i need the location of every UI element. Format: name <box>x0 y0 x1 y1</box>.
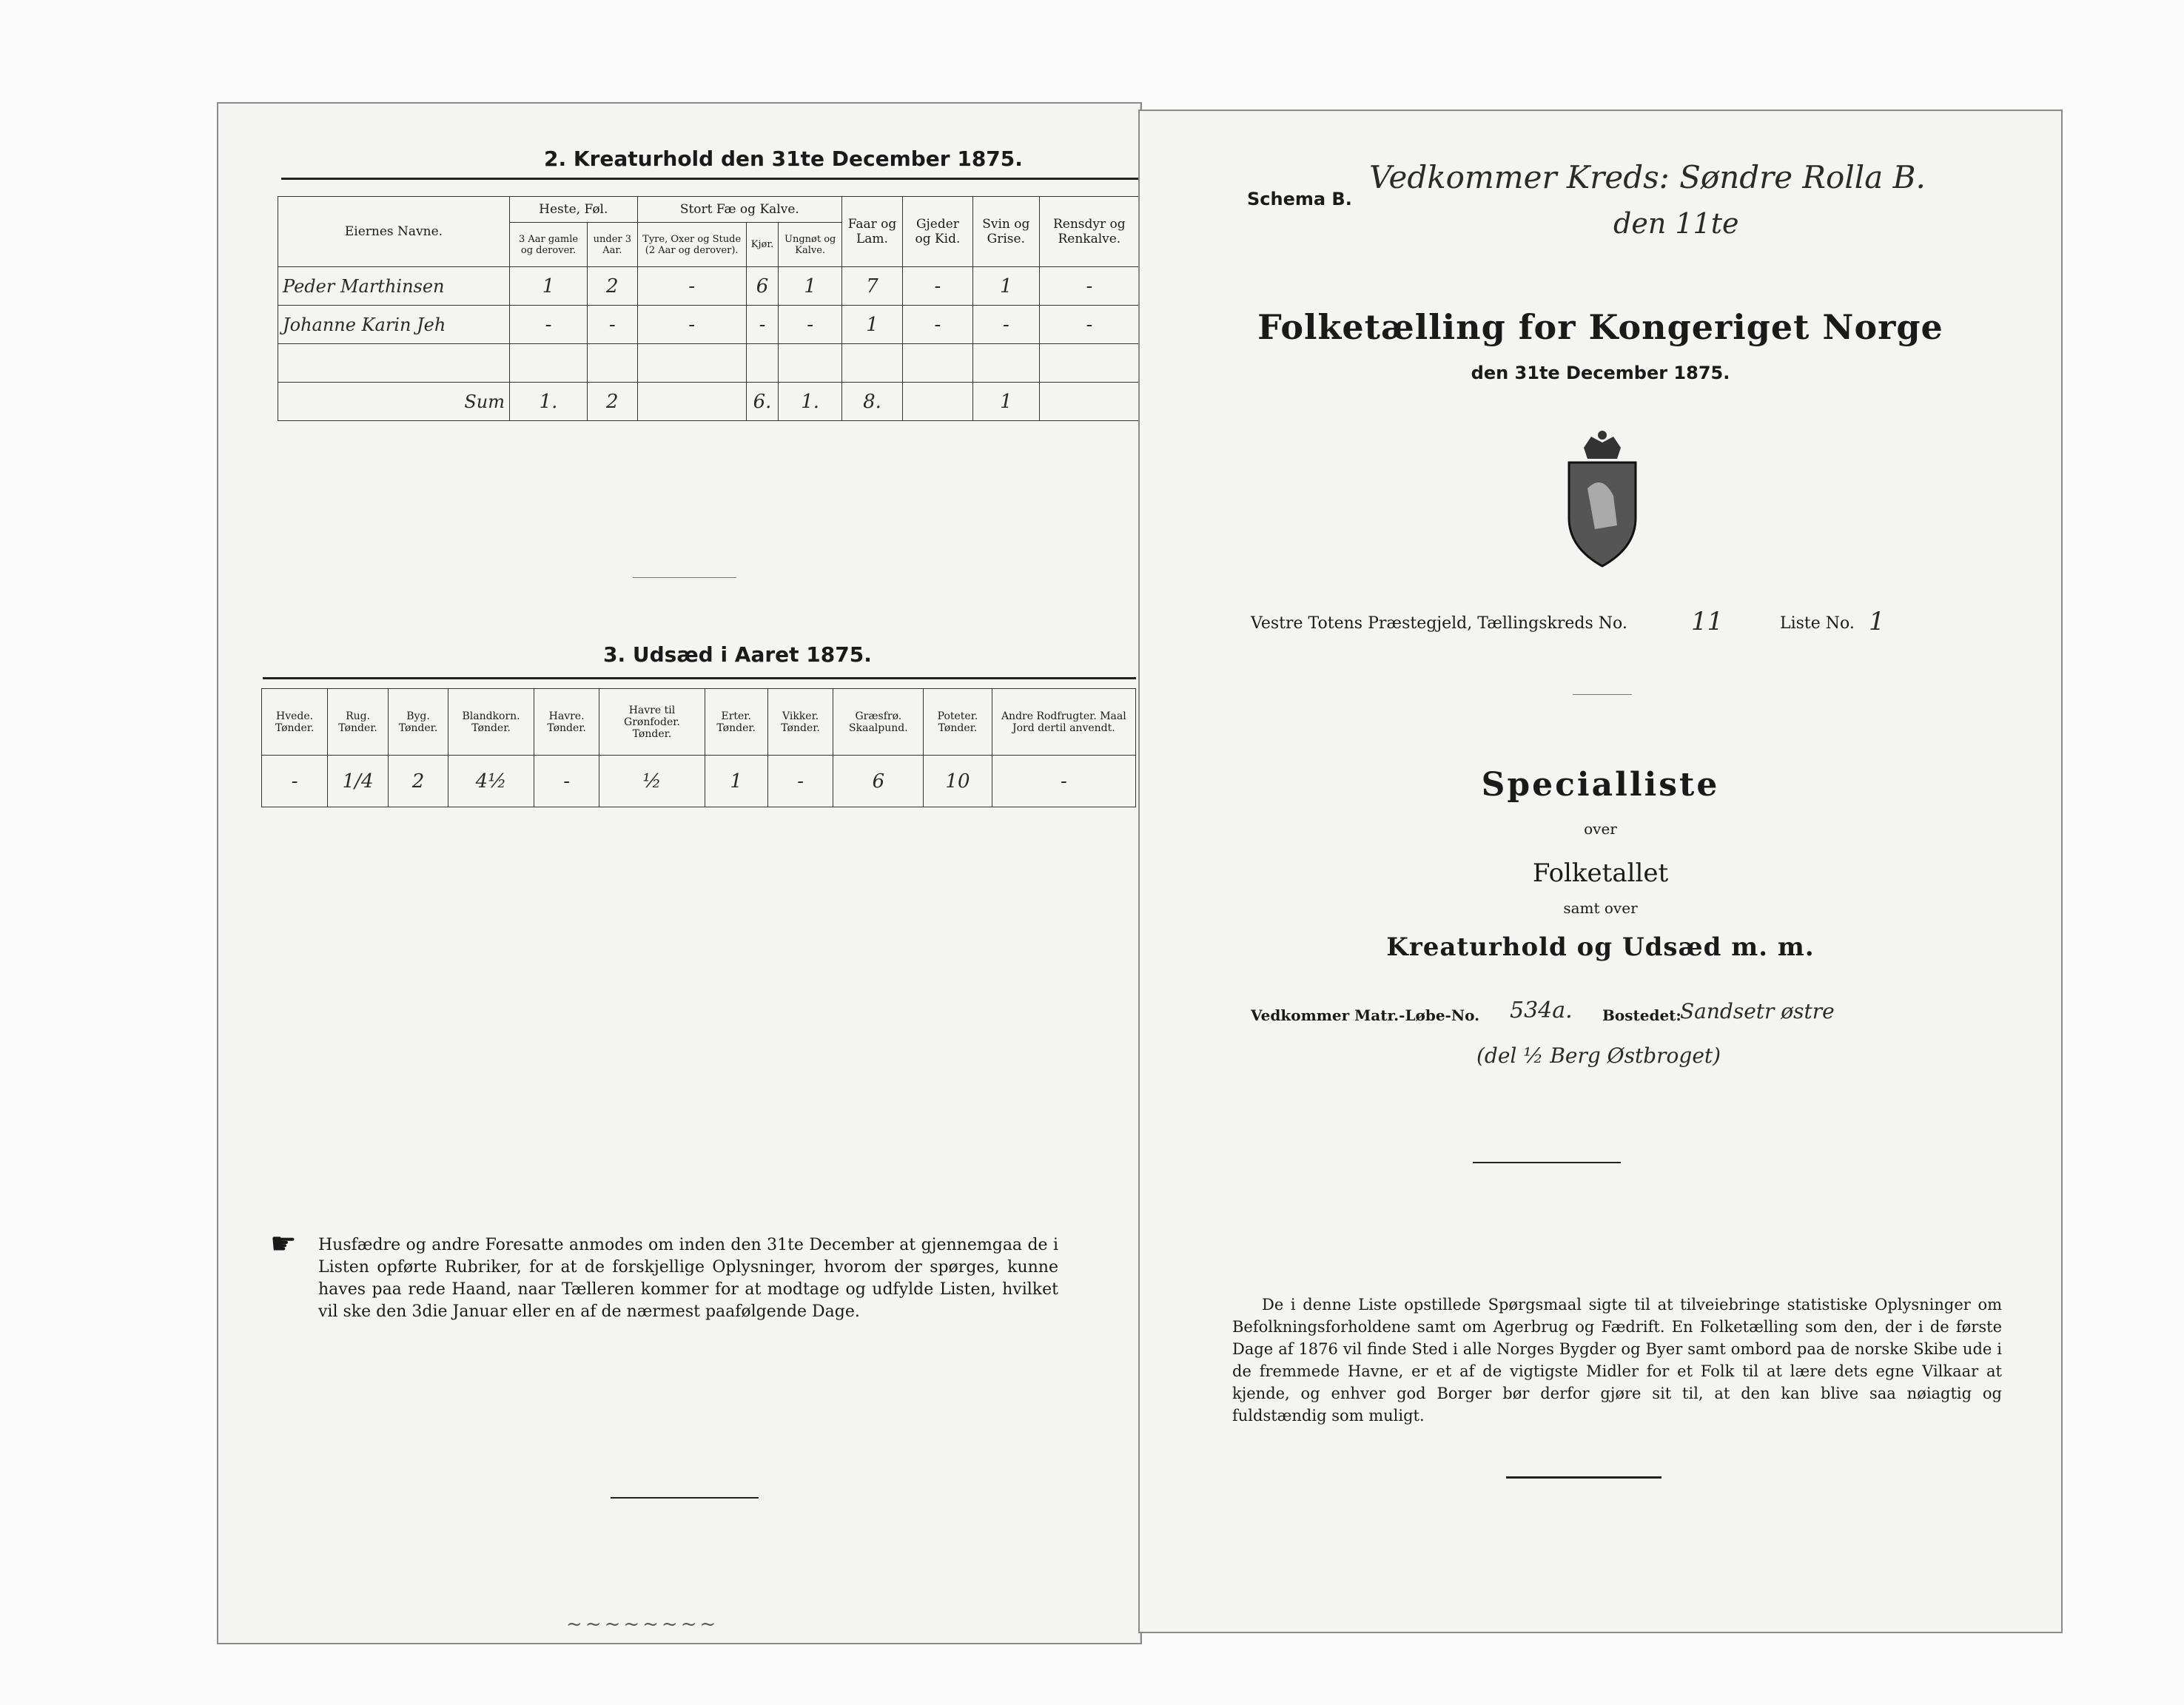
sowing-value-cell: 2 <box>388 756 448 807</box>
mid-rule <box>1473 1162 1621 1163</box>
handwritten-date: den 11te <box>1613 207 1739 240</box>
stort-fae-header: Stort Fæ og Kalve. <box>637 197 842 223</box>
sowing-value-cell: 1/4 <box>328 756 389 807</box>
right-page <box>1140 111 2061 1632</box>
handwritten-kreds: Vedkommer Kreds: Søndre Rolla B. <box>1369 159 1926 195</box>
livestock-cell: - <box>746 306 779 344</box>
livestock-cell <box>842 344 903 383</box>
livestock-cell <box>510 344 588 383</box>
section2-title: 2. Kreaturhold den 31te December 1875. <box>544 147 1023 171</box>
sowing-value-cell: 10 <box>924 756 992 807</box>
small-divider <box>1573 694 1632 695</box>
owner-name <box>278 344 510 383</box>
livestock-cell: 2 <box>588 267 637 306</box>
livestock-cell: - <box>588 306 637 344</box>
sowing-value-cell: 1 <box>705 756 767 807</box>
date-line: den 31te December 1875. <box>1471 363 1730 383</box>
livestock-cell <box>973 344 1040 383</box>
faar-header: Faar og Lam. <box>842 197 903 267</box>
livestock-cell: 8. <box>842 383 903 421</box>
sowing-header-cell: Græsfrø. Skaalpund. <box>833 689 924 756</box>
liste-label: Liste No. <box>1780 614 1855 633</box>
tyre-header: Tyre, Oxer og Stude (2 Aar og derover). <box>637 223 746 267</box>
over-1: over <box>1584 820 1617 838</box>
livestock-cell: 7 <box>842 267 903 306</box>
heste-3aar-header: 3 Aar gamle og derover. <box>510 223 588 267</box>
intro-text: De i denne Liste opstillede Spørgsmaal sigte til at tilveiebringe statistiske Oplysninger om Befolkningsforholdene samt om Agerbrug og Fædrift. En Folketælling som den, der i de første Dage af 1876 vil finde Sted i alle Norges Bygder og Byer samt ombord paa de norske Skibe ude i de fremmede Havne, er et af de vigtigste Midler for et Folk til at lære dets egne Vilkaar at kjende, og enhver god Borger bør derfor gjøre sit til, at den kan blive saa nøiagtig og fuldstændig som muligt. <box>1232 1296 2002 1425</box>
sowing-header-cell: Blandkorn. Tønder. <box>448 689 534 756</box>
sowing-header-cell: Hvede. Tønder. <box>262 689 328 756</box>
livestock-cell: 1. <box>510 383 588 421</box>
kreatur-title: Kreaturhold og Udsæd m. m. <box>1386 932 1815 962</box>
sowing-header-cell: Andre Rodfrugter. Maal Jord dertil anvendt. <box>992 689 1135 756</box>
table-row <box>278 306 1140 344</box>
livestock-cell <box>902 344 972 383</box>
livestock-cell <box>637 383 746 421</box>
livestock-cell: 1 <box>779 267 842 306</box>
livestock-cell: - <box>973 306 1040 344</box>
sowing-value-cell: - <box>534 756 599 807</box>
gjeder-header: Gjeder og Kid. <box>902 197 972 267</box>
pointing-hand-icon: ☛ <box>270 1227 297 1261</box>
livestock-cell <box>746 344 779 383</box>
livestock-cell <box>588 344 637 383</box>
folketallet: Folketallet <box>1532 858 1669 888</box>
main-title: Folketælling for Kongeriget Norge <box>1257 307 1943 347</box>
livestock-cell: 2 <box>588 383 637 421</box>
livestock-cell: - <box>779 306 842 344</box>
bottom-divider <box>611 1497 759 1499</box>
livestock-cell: - <box>902 267 972 306</box>
notice-text: Husfædre og andre Foresatte anmodes om inden den 31te December at gjennemgaa de i Listen opførte Rubriker, for at de forskjellige Oplysninger, hvorom der spørges, kunne haves paa rede Haand, naar Tælleren kommer for at modtage og udfylde Listen, hvilket vil ske den 3die Januar eller en af de nærmest paafølgende Dage. <box>318 1236 1058 1321</box>
livestock-cell: 1 <box>510 267 588 306</box>
top-rule <box>281 178 1140 180</box>
sowing-value-cell: 4½ <box>448 756 534 807</box>
section3-title: 3. Udsæd i Aaret 1875. <box>603 642 872 667</box>
sowing-value-cell: - <box>992 756 1135 807</box>
owner-name: Peder Marthinsen <box>278 267 510 306</box>
heste-under3-header: under 3 Aar. <box>588 223 637 267</box>
livestock-cell: 6. <box>746 383 779 421</box>
divider <box>633 577 736 578</box>
sowing-top-rule <box>263 677 1136 679</box>
livestock-cell: 1. <box>779 383 842 421</box>
livestock-cell: - <box>637 267 746 306</box>
matr-no: 534a. <box>1510 998 1573 1023</box>
bosted-label: Bostedet: <box>1602 1006 1681 1024</box>
table-row <box>278 383 1140 421</box>
coat-of-arms-icon <box>1554 429 1650 570</box>
bosted-note: (del ½ Berg Østbroget) <box>1476 1043 1721 1068</box>
left-page <box>218 104 1140 1643</box>
sowing-value-cell: 6 <box>833 756 924 807</box>
livestock-cell <box>902 383 972 421</box>
table-row <box>278 267 1140 306</box>
end-rule <box>1506 1476 1661 1479</box>
special-title: Specialliste <box>1481 766 1720 804</box>
footer-squiggle: ~~~~~~~~ <box>566 1613 719 1635</box>
livestock-cell: 1 <box>842 306 903 344</box>
sowing-value-cell: - <box>767 756 833 807</box>
sowing-header-cell: Byg. Tønder. <box>388 689 448 756</box>
ungnot-header: Ungnøt og Kalve. <box>779 223 842 267</box>
sowing-value-cell: ½ <box>599 756 705 807</box>
table-row <box>278 344 1140 383</box>
owner-name: Johanne Karin Jeh <box>278 306 510 344</box>
samt-over: samt over <box>1563 899 1638 917</box>
sowing-header-cell: Poteter. Tønder. <box>924 689 992 756</box>
owner-header: Eiernes Navne. <box>278 197 510 267</box>
rensdyr-header: Rensdyr og Renkalve. <box>1039 197 1139 267</box>
sowing-header-cell: Vikker. Tønder. <box>767 689 833 756</box>
matr-label: Vedkommer Matr.-Løbe-No. <box>1251 1006 1480 1024</box>
livestock-cell: - <box>1039 267 1139 306</box>
livestock-table <box>278 196 1140 421</box>
livestock-cell: - <box>510 306 588 344</box>
schema-label: Schema B. <box>1247 189 1352 209</box>
owner-name: Sum <box>278 383 510 421</box>
bosted-value: Sandsetr østre <box>1680 999 1835 1023</box>
sowing-table <box>261 688 1136 807</box>
livestock-cell: 1 <box>973 267 1040 306</box>
livestock-cell: - <box>637 306 746 344</box>
kjor-header: Kjør. <box>746 223 779 267</box>
heste-header: Heste, Føl. <box>510 197 638 223</box>
liste-no: 1 <box>1869 607 1885 636</box>
livestock-cell <box>637 344 746 383</box>
livestock-cell <box>1039 383 1139 421</box>
parish-line: Vestre Totens Præstegjeld, Tællingskreds No. <box>1251 614 1627 633</box>
kreds-no: 11 <box>1691 607 1724 636</box>
sowing-header-cell: Havre. Tønder. <box>534 689 599 756</box>
sowing-header-cell: Havre til Grønfoder. Tønder. <box>599 689 705 756</box>
livestock-cell: 1 <box>973 383 1040 421</box>
svin-header: Svin og Grise. <box>973 197 1040 267</box>
livestock-cell: - <box>902 306 972 344</box>
sowing-value-cell: - <box>262 756 328 807</box>
livestock-cell: 6 <box>746 267 779 306</box>
sowing-header-cell: Erter. Tønder. <box>705 689 767 756</box>
livestock-cell: - <box>1039 306 1139 344</box>
livestock-cell <box>779 344 842 383</box>
livestock-cell <box>1039 344 1139 383</box>
sowing-header-cell: Rug. Tønder. <box>328 689 389 756</box>
